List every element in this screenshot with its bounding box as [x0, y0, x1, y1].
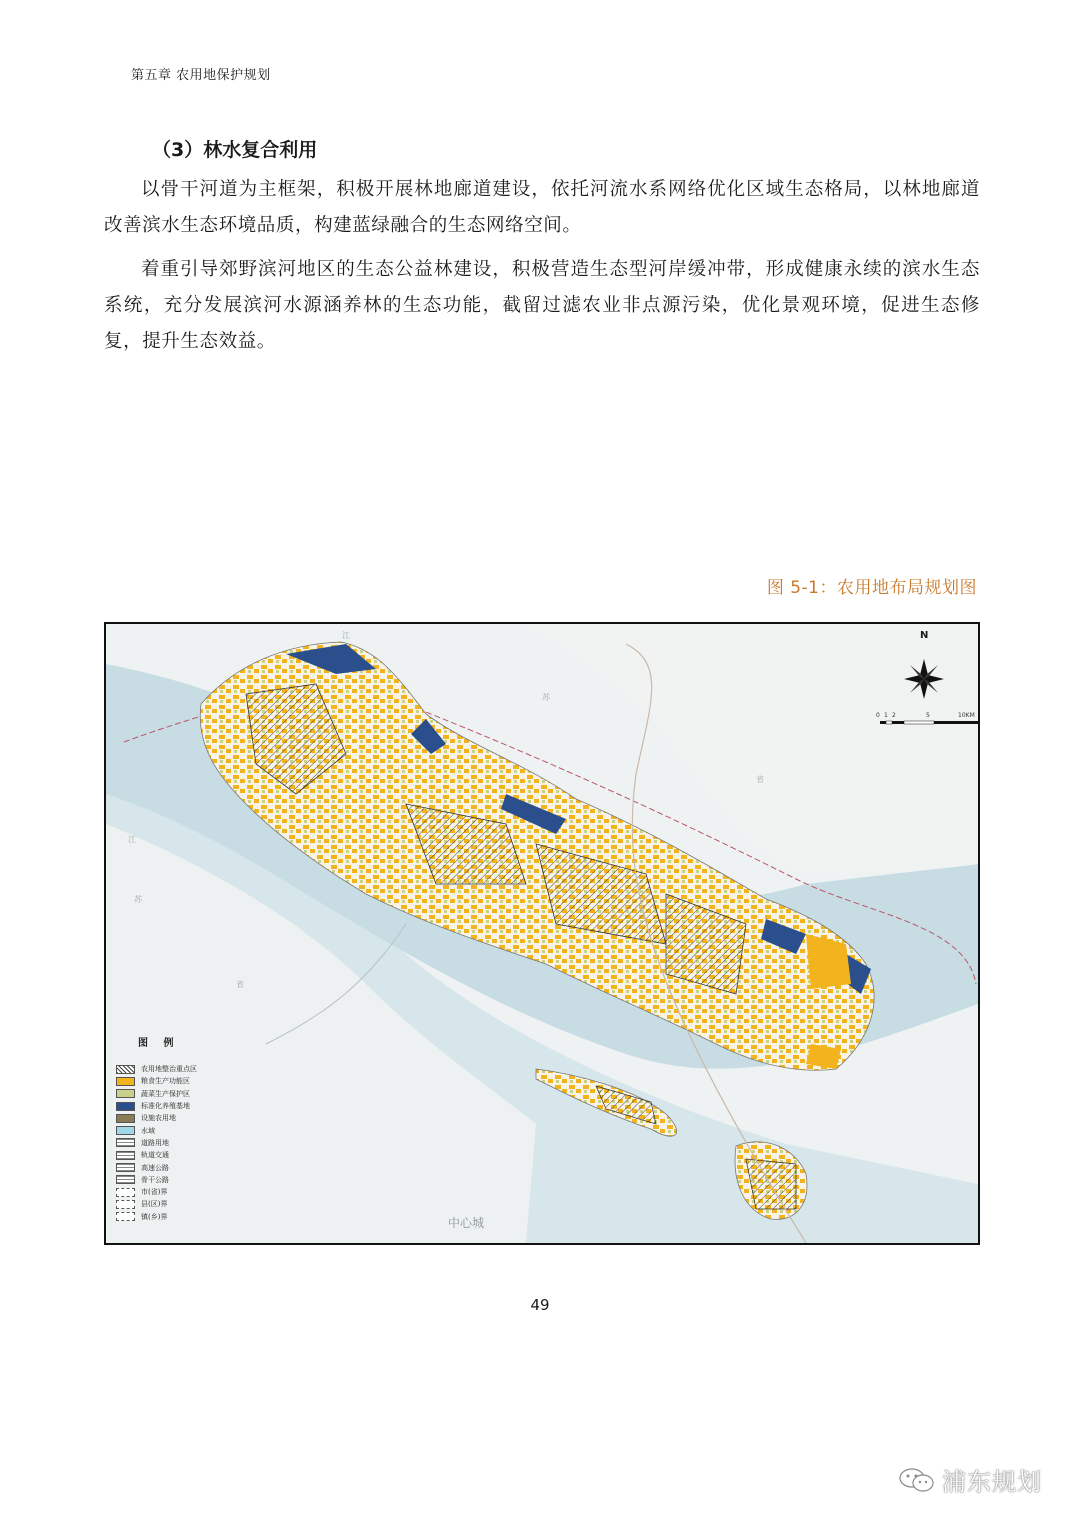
watermark: [898, 1462, 1042, 1497]
legend-swatch: [116, 1138, 135, 1147]
paragraph-1: 以骨干河道为主框架，积极开展林地廊道建设，依托河流水系网络优化区域生态格局，以林地廊道改善滨水生态环境品质，构建蓝绿融合的生态网络空间。: [104, 179, 980, 236]
legend-item: [116, 1100, 234, 1112]
legend-label: 市(省)界: [141, 1188, 168, 1197]
legend-label: 高速公路: [141, 1163, 169, 1172]
paragraph-2: 着重引导郊野滨河地区的生态公益林建设，积极营造生态型河岸缓冲带，形成健康永续的滨水生态系统，充分发展滨河水源涵养林的生态功能，截留过滤农业非点源污染，优化景观环境，促进生态修复，提升生态效益。: [104, 259, 980, 352]
legend-item: [116, 1174, 234, 1186]
legend-label: 农用地整治重点区: [141, 1065, 197, 1074]
legend-swatch: [116, 1200, 135, 1209]
legend-swatch: [116, 1077, 135, 1086]
map-label: 苏: [542, 693, 550, 702]
chapter-header: 第五章 农用地保护规划: [131, 68, 271, 83]
map-label: 江: [342, 631, 350, 640]
scale-label: 5: [926, 712, 930, 719]
legend-label: 水域: [141, 1126, 155, 1135]
legend-label: 县(区)界: [141, 1200, 168, 1209]
legend-swatch: [116, 1212, 135, 1221]
map-label: 江: [128, 835, 136, 844]
map-legend: [116, 1034, 234, 1223]
legend-item: [116, 1198, 234, 1210]
scale-label: 10KM: [958, 712, 975, 719]
legend-swatch: [116, 1188, 135, 1197]
legend-swatch: [116, 1114, 135, 1123]
legend-title: 图 例: [138, 1038, 180, 1049]
section-title: （3）林水复合利用: [152, 139, 318, 161]
scale-bar: [880, 721, 978, 724]
legend-item: [116, 1088, 234, 1100]
scale-label: 1: [884, 712, 888, 719]
legend-swatch: [116, 1065, 135, 1074]
legend-label: 蔬菜生产保护区: [141, 1089, 190, 1098]
legend-label: 骨干公路: [141, 1175, 169, 1184]
legend-swatch: [116, 1126, 135, 1135]
map-label: 苏: [134, 895, 142, 904]
scale-label: 0: [876, 712, 880, 719]
legend-label: 粮食生产功能区: [141, 1077, 190, 1086]
legend-label: 道路用地: [141, 1138, 169, 1147]
map-label: 省: [756, 775, 764, 784]
north-label: N: [920, 630, 929, 641]
legend-swatch: [116, 1175, 135, 1184]
legend-label: 标准化养殖基地: [141, 1102, 190, 1111]
compass-rose: [904, 659, 944, 699]
legend-item: [116, 1137, 234, 1149]
legend-item: [116, 1063, 234, 1075]
legend-swatch: [116, 1102, 135, 1111]
legend-swatch: [116, 1163, 135, 1172]
legend-label: 轨道交通: [141, 1151, 169, 1160]
map-label: 省: [236, 980, 244, 989]
land-use-map: [104, 622, 980, 1245]
legend-swatch: [116, 1151, 135, 1160]
legend-item: [116, 1124, 234, 1136]
legend-item: [116, 1186, 234, 1198]
legend-item: [116, 1161, 234, 1173]
wechat-icon: [898, 1467, 936, 1493]
page-number: 49: [530, 1296, 550, 1314]
legend-item: [116, 1075, 234, 1087]
watermark-text: 浦东规划: [942, 1468, 1042, 1496]
figure-caption: 图 5-1：农用地布局规划图: [766, 578, 977, 598]
legend-item: [116, 1149, 234, 1161]
legend-label: 设施农用地: [141, 1114, 176, 1123]
legend-swatch: [116, 1089, 135, 1098]
scale-label: 2: [892, 712, 896, 719]
map-label: 中心城: [448, 1216, 485, 1230]
legend-label: 镇(乡)界: [141, 1212, 168, 1221]
legend-item: [116, 1211, 234, 1223]
map-canvas: [106, 624, 978, 1243]
legend-item: [116, 1112, 234, 1124]
